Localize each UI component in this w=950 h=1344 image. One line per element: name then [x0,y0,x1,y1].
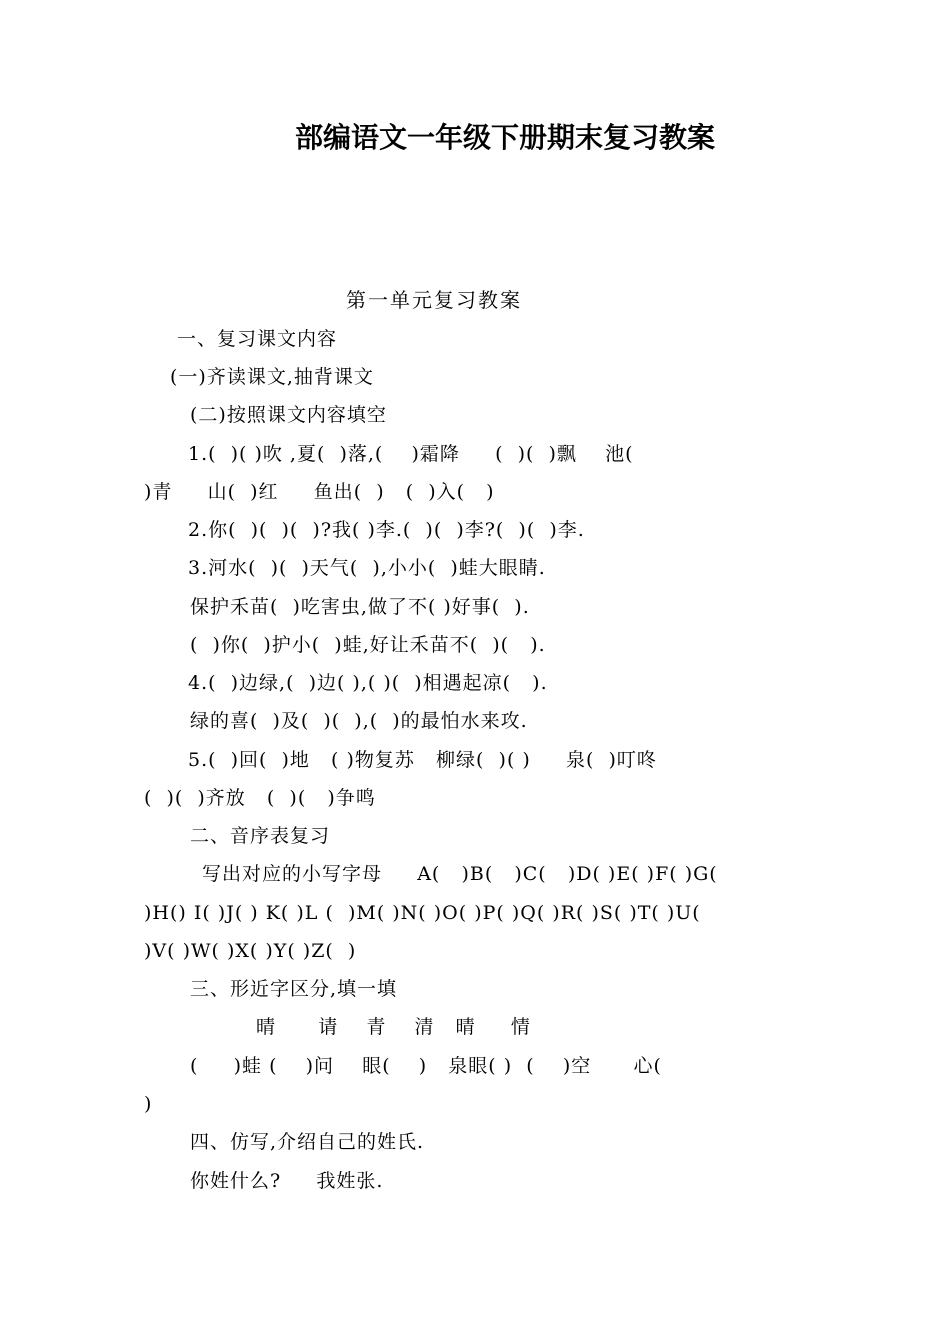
exercise-line: 3.河水( )( )天气( ),小小( )蛙大眼睛. [188,557,546,579]
section-heading-4: 四、仿写,介绍自己的姓氏. [190,1131,425,1153]
subsection-2: (二)按照课文内容填空 [190,404,387,426]
exercise-line: ( )蛙 ( )问 眼( ) 泉眼( ) ( )空 心( [190,1055,662,1077]
document-title: 部编语文一年级下册期末复习教案 [294,121,715,154]
exercise-line: 绿的喜( )及( )( ),( )的最怕水来攻. [190,710,528,732]
exercise-line: )H() I( )J( ) K( )L ( )M( )N( )O( )P( )Q( )R( )S( )T( )U( [144,902,701,924]
exercise-line: ) [144,1093,153,1115]
exercise-line: )V( )W( )X( )Y( )Z( ) [144,940,357,962]
section-heading-2: 二、音序表复习 [190,825,331,847]
exercise-line: ( )你( )护小( )蛙,好让禾苗不( )( ). [190,634,546,656]
exercise-line: 1.( )( )吹 ,夏( )落,( )霜降 ( )( )飘 池( [188,443,634,465]
unit-title: 第一单元复习教案 [346,288,522,312]
exercise-line: 4.( )边绿,( )边( ),( )( )相遇起凉( ). [188,672,548,694]
exercise-line: )青 山( )红 鱼出( ) ( )入( ) [144,481,495,503]
subsection-1: (一)齐读课文,抽背课文 [170,366,374,388]
character-list: 晴 请 青 清 晴 情 [256,1016,531,1038]
exercise-line: 保护禾苗( )吃害虫,做了不( )好事( ). [190,596,530,618]
section-heading-1: 一、复习课文内容 [177,328,338,350]
section-heading-3: 三、形近字区分,填一填 [190,978,398,1000]
exercise-line: 2.你( )( )( )?我( )李.( )( )李?( )( )李. [188,519,585,541]
exercise-line: 5.( )回( )地 ( )物复苏 柳绿( )( ) 泉( )叮咚 [188,749,657,771]
exercise-line: 你姓什么? 我姓张. [190,1170,384,1192]
exercise-line: 写出对应的小写字母 A( )B( )C( )D( )E( )F( )G( [202,863,718,885]
exercise-line: ( )( )齐放 ( )( )争鸣 [144,787,376,809]
